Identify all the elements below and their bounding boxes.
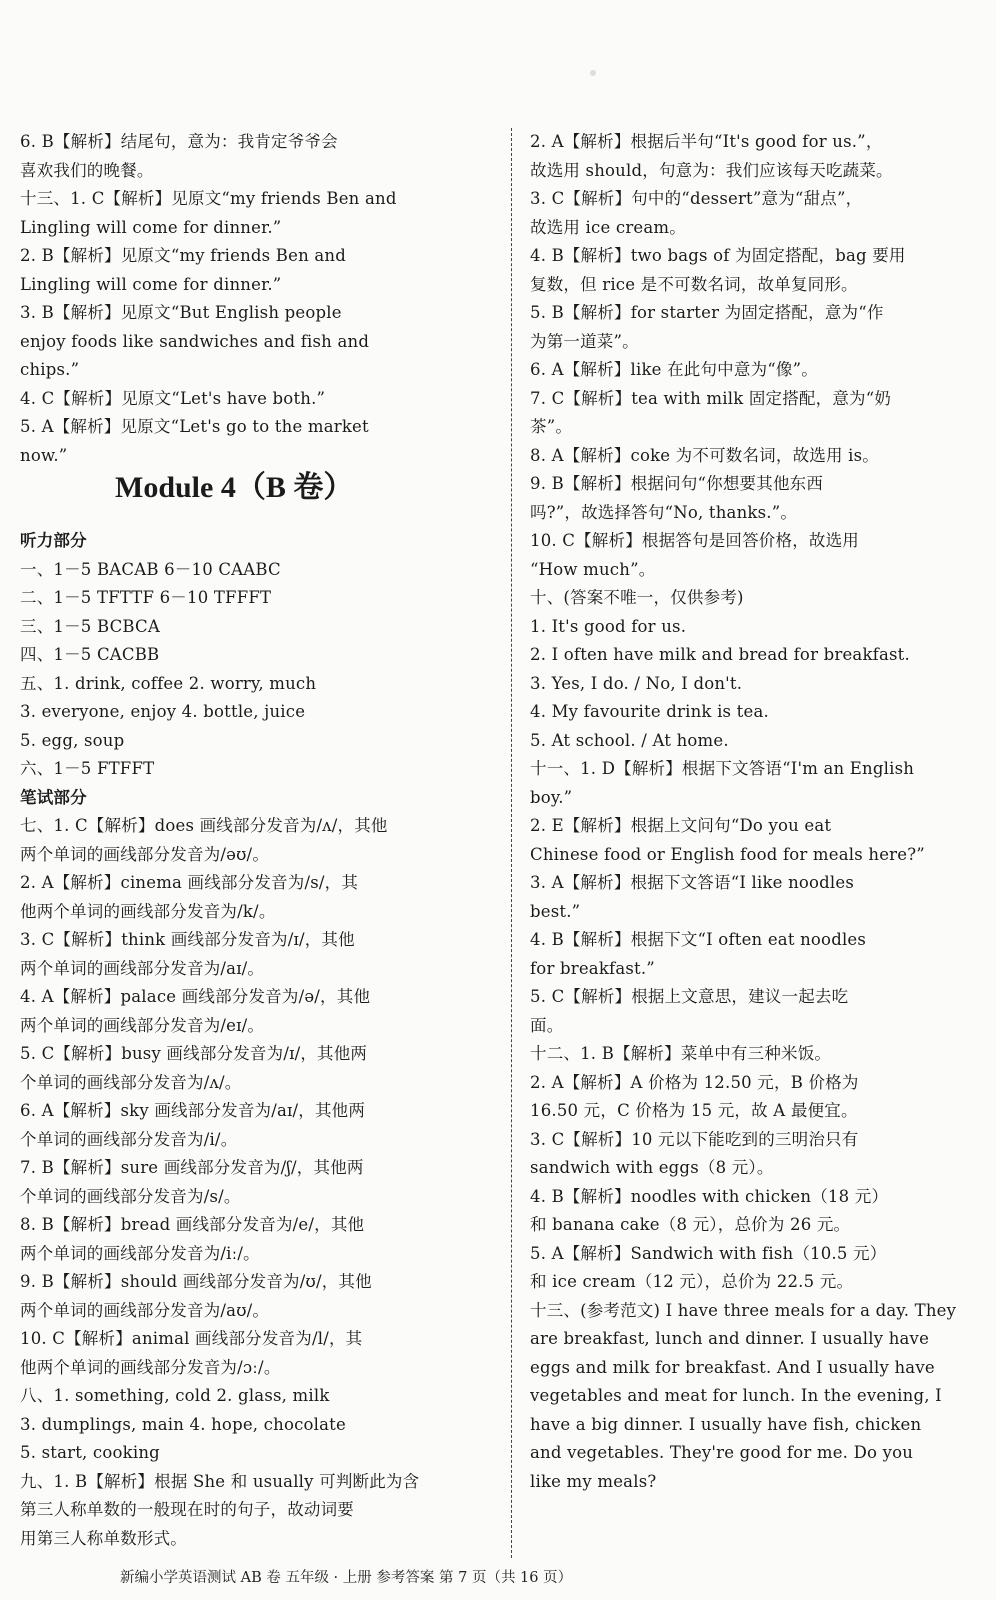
text-line: 10. C【解析】animal 画线部分发音为/l/，其 xyxy=(20,1329,363,1348)
text-line: 3. C【解析】10 元以下能吃到的三明治只有 xyxy=(530,1129,859,1149)
text-line: 复数，但 rice 是不可数名词，故单复同形。 xyxy=(530,274,858,294)
text-line: like my meals? xyxy=(530,1471,657,1491)
text-line: 5. egg, soup xyxy=(20,730,125,750)
text-line: 面。 xyxy=(530,1015,564,1035)
text-line: vegetables and meat for lunch. In the evening, I xyxy=(530,1386,942,1405)
text-line: 3. dumplings, main 4. hope, chocolate xyxy=(20,1414,346,1434)
text-line: 三、1－5 BCBCA xyxy=(20,616,160,636)
text-line: best.” xyxy=(530,901,581,921)
page-footer: 新编小学英语测试 AB 卷 五年级 · 上册 参考答案 第 7 页（共 16 页） xyxy=(120,1570,573,1586)
text-line: 笔试部分 xyxy=(20,787,87,807)
text-line: 为第一道菜”。 xyxy=(530,331,639,351)
text-line: 个单词的画线部分发音为/s/。 xyxy=(20,1186,241,1206)
column-divider xyxy=(511,128,512,1558)
text-line: 十三、(参考范文) I have three meals for a day. They xyxy=(530,1300,957,1320)
text-line: 5. A【解析】Sandwich with fish（10.5 元） xyxy=(530,1243,887,1263)
text-line: 二、1－5 TFTTF 6－10 TFFFT xyxy=(20,588,272,607)
text-line: 7. C【解析】tea with milk 固定搭配，意为“奶 xyxy=(530,388,892,408)
text-line: 听力部分 xyxy=(20,531,87,550)
text-line: boy.” xyxy=(530,787,573,807)
text-line: 4. B【解析】根据下文“I often eat noodles xyxy=(530,930,867,949)
text-line: now.” xyxy=(20,445,68,465)
text-line: 八、1. something, cold 2. glass, milk xyxy=(20,1386,330,1405)
text-line: 4. B【解析】two bags of 为固定搭配，bag 要用 xyxy=(530,246,906,265)
text-line: 4. My favourite drink is tea. xyxy=(530,702,769,721)
text-line: 5. C【解析】busy 画线部分发音为/ɪ/，其他两 xyxy=(20,1044,368,1063)
text-line: 3. A【解析】根据下文答语“I like noodles xyxy=(530,873,855,892)
text-line: 4. C【解析】见原文“Let's have both.” xyxy=(20,388,326,408)
text-line: 5. A【解析】见原文“Let's go to the market xyxy=(20,417,369,436)
text-line: 他两个单词的画线部分发音为/k/。 xyxy=(20,901,276,921)
text-line: 3. C【解析】think 画线部分发音为/ɪ/，其他 xyxy=(20,930,355,949)
text-line: 个单词的画线部分发音为/i/。 xyxy=(20,1129,238,1149)
text-line: 六、1－5 FTFFT xyxy=(20,759,155,778)
text-line: 十一、1. D【解析】根据下文答语“I'm an English xyxy=(530,759,915,778)
text-line: 故选用 ice cream。 xyxy=(530,217,686,237)
text-line: eggs and milk for breakfast. And I usually have xyxy=(530,1357,935,1377)
text-line: 8. A【解析】coke 为不可数名词，故选用 is。 xyxy=(530,445,879,465)
text-line: for breakfast.” xyxy=(530,958,655,978)
text-line: 第三人称单数的一般现在时的句子，故动词要 xyxy=(20,1500,354,1519)
text-line: 两个单词的画线部分发音为/aɪ/。 xyxy=(20,958,265,978)
module-heading: Module 4（B 卷） xyxy=(115,471,354,504)
text-line: 9. B【解析】should 画线部分发音为/ʊ/，其他 xyxy=(20,1272,372,1291)
text-line: 5. start, cooking xyxy=(20,1443,160,1462)
text-line: 5. At school. / At home. xyxy=(530,730,729,750)
text-line: 16.50 元，C 价格为 15 元，故 A 最便宜。 xyxy=(530,1101,858,1120)
scan-speck xyxy=(590,70,596,76)
text-line: 故选用 should，句意为：我们应该每天吃蔬菜。 xyxy=(530,160,893,180)
text-line: 两个单词的画线部分发音为/aʊ/。 xyxy=(20,1300,270,1320)
text-line: 4. B【解析】noodles with chicken（18 元） xyxy=(530,1186,889,1206)
text-line: 十二、1. B【解析】菜单中有三种米饭。 xyxy=(530,1044,832,1063)
text-line: Lingling will come for dinner.” xyxy=(20,274,282,294)
text-line: 十、(答案不唯一，仅供参考) xyxy=(530,588,744,607)
text-line: 和 ice cream（12 元），总价为 22.5 元。 xyxy=(530,1272,854,1291)
text-line: 九、1. B【解析】根据 She 和 usually 可判断此为含 xyxy=(20,1471,420,1491)
text-line: enjoy foods like sandwiches and fish and xyxy=(20,331,370,351)
text-line: 3. C【解析】句中的“dessert”意为“甜点”， xyxy=(530,189,863,208)
text-line: 一、1－5 BACAB 6－10 CAABC xyxy=(20,559,281,579)
text-line: 吗?”，故选择答句“No, thanks.”。 xyxy=(530,502,798,522)
text-line: have a big dinner. I usually have fish, chicken xyxy=(530,1414,922,1434)
text-line: 他两个单词的画线部分发音为/ɔː/。 xyxy=(20,1357,281,1377)
text-line: 2. A【解析】A 价格为 12.50 元，B 价格为 xyxy=(530,1072,859,1092)
text-line: 3. everyone, enjoy 4. bottle, juice xyxy=(20,702,306,721)
text-line: 七、1. C【解析】does 画线部分发音为/ʌ/，其他 xyxy=(20,816,388,835)
text-line: Chinese food or English food for meals here?” xyxy=(530,844,925,864)
text-line: 9. B【解析】根据问句“你想要其他东西 xyxy=(530,474,824,493)
text-line: 5. B【解析】for starter 为固定搭配，意为“作 xyxy=(530,303,884,322)
text-line: 2. I often have milk and bread for breakfast. xyxy=(530,645,910,664)
text-line: 两个单词的画线部分发音为/əʊ/。 xyxy=(20,844,270,864)
text-line: 喜欢我们的晚餐。 xyxy=(20,160,154,180)
text-line: 十三、1. C【解析】见原文“my friends Ben and xyxy=(20,189,397,208)
text-line: 两个单词的画线部分发音为/eɪ/。 xyxy=(20,1015,265,1035)
text-line: 3. B【解析】见原文“But English people xyxy=(20,303,342,322)
text-line: 四、1－5 CACBB xyxy=(20,645,160,664)
text-line: 4. A【解析】palace 画线部分发音为/ə/，其他 xyxy=(20,987,371,1006)
text-line: 7. B【解析】sure 画线部分发音为/ʃ/，其他两 xyxy=(20,1158,364,1177)
text-line: 6. A【解析】sky 画线部分发音为/aɪ/，其他两 xyxy=(20,1101,366,1120)
text-line: Lingling will come for dinner.” xyxy=(20,217,282,237)
text-line: 1. It's good for us. xyxy=(530,616,687,636)
text-line: chips.” xyxy=(20,360,80,379)
text-line: 3. Yes, I do. / No, I don't. xyxy=(530,673,743,693)
text-line: 5. C【解析】根据上文意思，建议一起去吃 xyxy=(530,987,849,1006)
text-line: 2. B【解析】见原文“my friends Ben and xyxy=(20,246,346,265)
text-line: “How much”。 xyxy=(530,559,656,579)
text-line: 6. A【解析】like 在此句中意为“像”。 xyxy=(530,360,818,379)
text-line: 和 banana cake（8 元），总价为 26 元。 xyxy=(530,1215,851,1234)
text-line: are breakfast, lunch and dinner. I usually have xyxy=(530,1329,930,1348)
text-line: 个单词的画线部分发音为/ʌ/。 xyxy=(20,1072,242,1092)
text-line: 6. B【解析】结尾句，意为：我肯定爷爷会 xyxy=(20,132,338,151)
text-line: 茶”。 xyxy=(530,417,573,436)
text-line: 10. C【解析】根据答句是回答价格，故选用 xyxy=(530,531,860,550)
text-line: sandwich with eggs（8 元）。 xyxy=(530,1158,774,1177)
text-line: 2. A【解析】cinema 画线部分发音为/s/，其 xyxy=(20,873,359,892)
text-line: 五、1. drink, coffee 2. worry, much xyxy=(20,673,317,693)
text-line: 2. E【解析】根据上文问句“Do you eat xyxy=(530,816,832,835)
text-line: 两个单词的画线部分发音为/iː/。 xyxy=(20,1243,260,1263)
text-line: 8. B【解析】bread 画线部分发音为/e/，其他 xyxy=(20,1215,365,1234)
text-line: 2. A【解析】根据后半句“It's good for us.”， xyxy=(530,132,883,151)
text-line: 用第三人称单数形式。 xyxy=(20,1528,187,1548)
text-line: and vegetables. They're good for me. Do you xyxy=(530,1443,914,1462)
